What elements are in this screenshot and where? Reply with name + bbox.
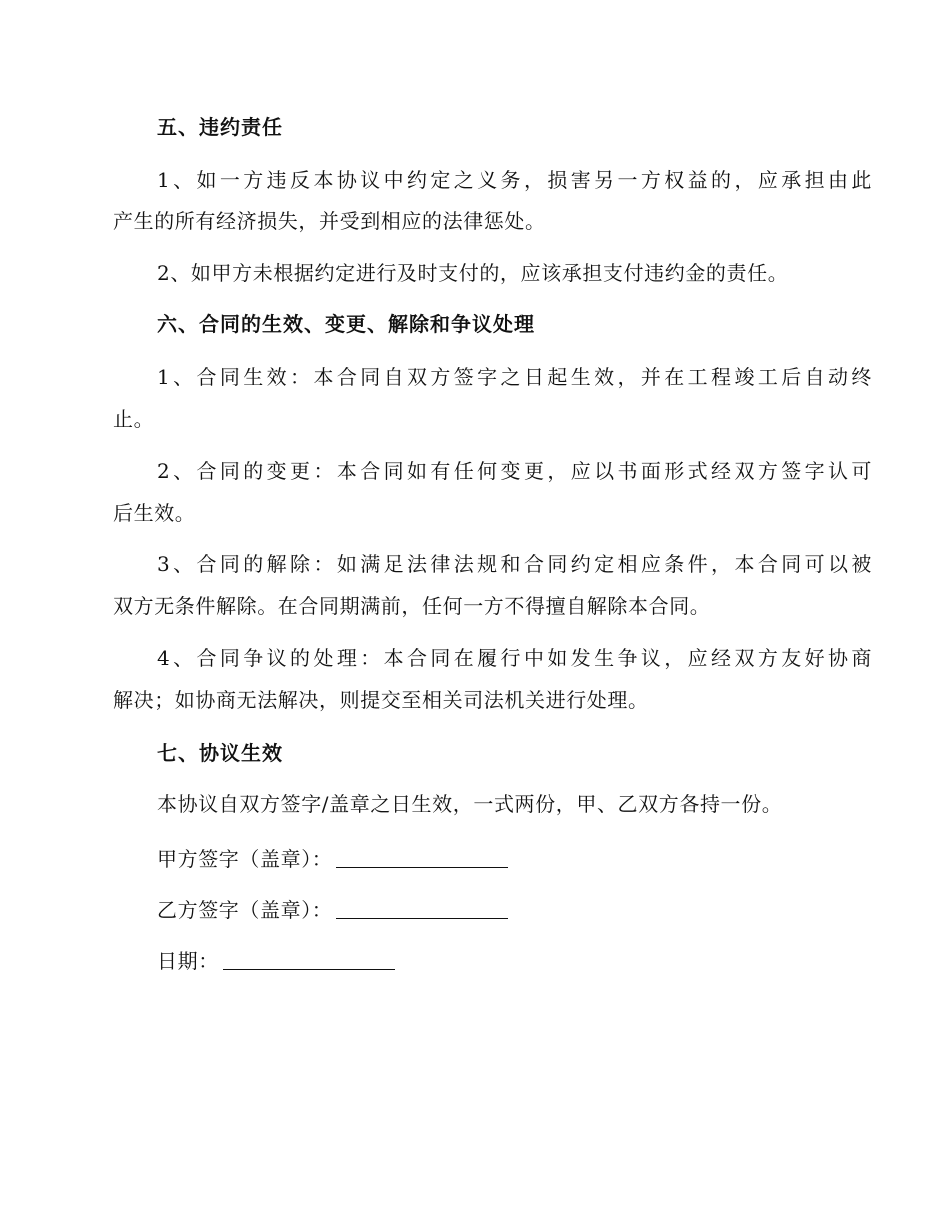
paragraph-line: 4、合同争议的处理：本合同在履行中如发生争议，应经双方友好协商 <box>157 646 872 670</box>
paragraph-line: 双方无条件解除。在合同期满前，任何一方不得擅自解除本合同。 <box>113 594 711 618</box>
date-label: 日期： <box>157 948 219 973</box>
paragraph-line: 本协议自双方签字/盖章之日生效，一式两份，甲、乙双方各持一份。 <box>157 792 783 816</box>
section-heading-breach: 五、违约责任 <box>157 115 283 139</box>
party-b-signature-line[interactable] <box>336 898 508 919</box>
paragraph-line: 2、合同的变更：本合同如有任何变更，应以书面形式经双方签字认可 <box>157 459 872 483</box>
paragraph-line: 1、如一方违反本协议中约定之义务，损害另一方权益的，应承担由此 <box>157 168 872 192</box>
date-line[interactable] <box>223 949 395 970</box>
date-row <box>157 937 395 981</box>
paragraph-line: 止。 <box>113 407 155 431</box>
paragraph-line: 后生效。 <box>113 501 196 525</box>
paragraph-line: 3、合同的解除：如满足法律法规和合同约定相应条件，本合同可以被 <box>157 552 872 576</box>
section-heading-contract: 六、合同的生效、变更、解除和争议处理 <box>157 312 535 336</box>
paragraph-line: 2、如甲方未根据约定进行及时支付的，应该承担支付违约金的责任。 <box>157 261 789 285</box>
party-b-signature <box>157 886 508 930</box>
section-heading-effect: 七、协议生效 <box>157 741 283 765</box>
party-a-signature-label: 甲方签字（盖章）： <box>157 846 333 871</box>
party-a-signature <box>157 835 508 879</box>
party-a-signature-line[interactable] <box>336 847 508 868</box>
paragraph-line: 解决；如协商无法解决，则提交至相关司法机关进行处理。 <box>113 688 649 712</box>
party-b-signature-label: 乙方签字（盖章）： <box>157 897 333 922</box>
paragraph-line: 1、合同生效：本合同自双方签字之日起生效，并在工程竣工后自动终 <box>157 365 872 389</box>
paragraph-line: 产生的所有经济损失，并受到相应的法律惩处。 <box>113 209 546 233</box>
